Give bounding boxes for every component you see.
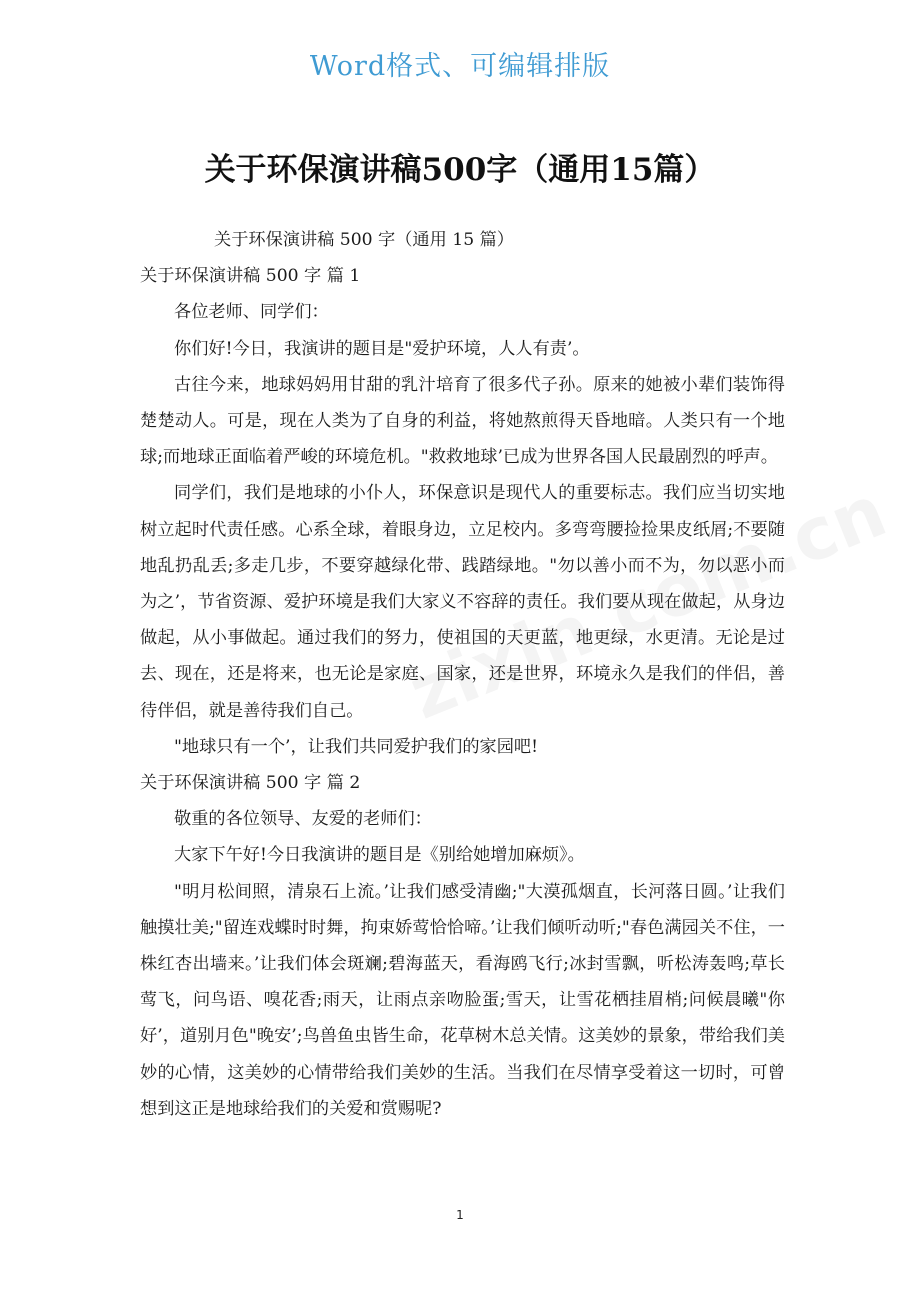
paragraph: "地球只有一个’，让我们共同爱护我们的家园吧!	[174, 736, 539, 757]
paragraph: 古往今来，地球妈妈用甘甜的乳汁培育了很多代子孙。原来的她被小辈们装饰得楚楚动人。可是，现在人类为了自身的利益，将她熬煎得天昏地暗。人类只有一个地球;而地球正面临着严峻的环境危机。"救救地球’已成为世界各国人民最剧烈的呼声。	[140, 374, 785, 468]
section-heading: 关于环保演讲稿 500 字 篇 1	[140, 266, 361, 287]
section-heading: 关于环保演讲稿 500 字 篇 2	[140, 773, 361, 794]
paragraph: 敬重的各位领导、友爱的老师们：	[174, 809, 432, 830]
paragraph: 各位老师、同学们：	[174, 302, 329, 323]
paragraph: 你们好!今日，我演讲的题目是"爱护环境，人人有责’。	[174, 338, 590, 359]
paragraph: 同学们，我们是地球的小仆人，环保意识是现代人的重要标志。我们应当切实地树立起时代责任感。心系全球，着眼身边，立足校内。多弯弯腰捡捡果皮纸屑;不要随地乱扔乱丢;多走几步，不要穿越绿化带、践踏绿地。"勿以善小而不为，勿以恶小而为之’，节省资源、爱护环境是我们大家义不容辞的责任。我们要从现在做起，从身边做起，从小事做起。通过我们的努力，使祖国的天更蓝，地更绿，水更清。无论是过去、现在，还是将来，也无论是家庭、国家，还是世界，环境永久是我们的伴侣，善待伴侣，就是善待我们自己。	[140, 483, 785, 721]
paragraph: "明月松间照，清泉石上流。’让我们感受清幽;"大漠孤烟直，长河落日圆。’让我们触摸壮美;"留连戏蝶时时舞，拘束娇莺恰恰啼。’让我们倾听动听;"春色满园关不住，一株红杏出墙来。’让我们体会斑斓;碧海蓝天，看海鸥飞行;冰封雪飘，听松涛轰鸣;草长莺飞，问鸟语、嗅花香;雨天，让雨点亲吻脸蛋;雪天，让雪花栖挂眉梢;问候晨曦"你好’，道别月色"晚安’;鸟兽鱼虫皆生命，花草树木总关情。这美妙的景象，带给我们美妙的心情，这美妙的心情带给我们美妙的生活。当我们在尽情享受着这一切时，可曾想到这正是地球给我们的关爱和赏赐呢?	[140, 881, 785, 1119]
format-banner: Word格式、可编辑排版	[309, 51, 611, 82]
document-subtitle: 关于环保演讲稿 500 字（通用 15 篇）	[214, 230, 514, 250]
paragraph: 大家下午好!今日我演讲的题目是《别给她增加麻烦》。	[174, 845, 585, 866]
document-body	[140, 222, 785, 1127]
page-number: 1	[456, 1208, 464, 1222]
document-title: 关于环保演讲稿500字（通用15篇）	[204, 152, 716, 188]
